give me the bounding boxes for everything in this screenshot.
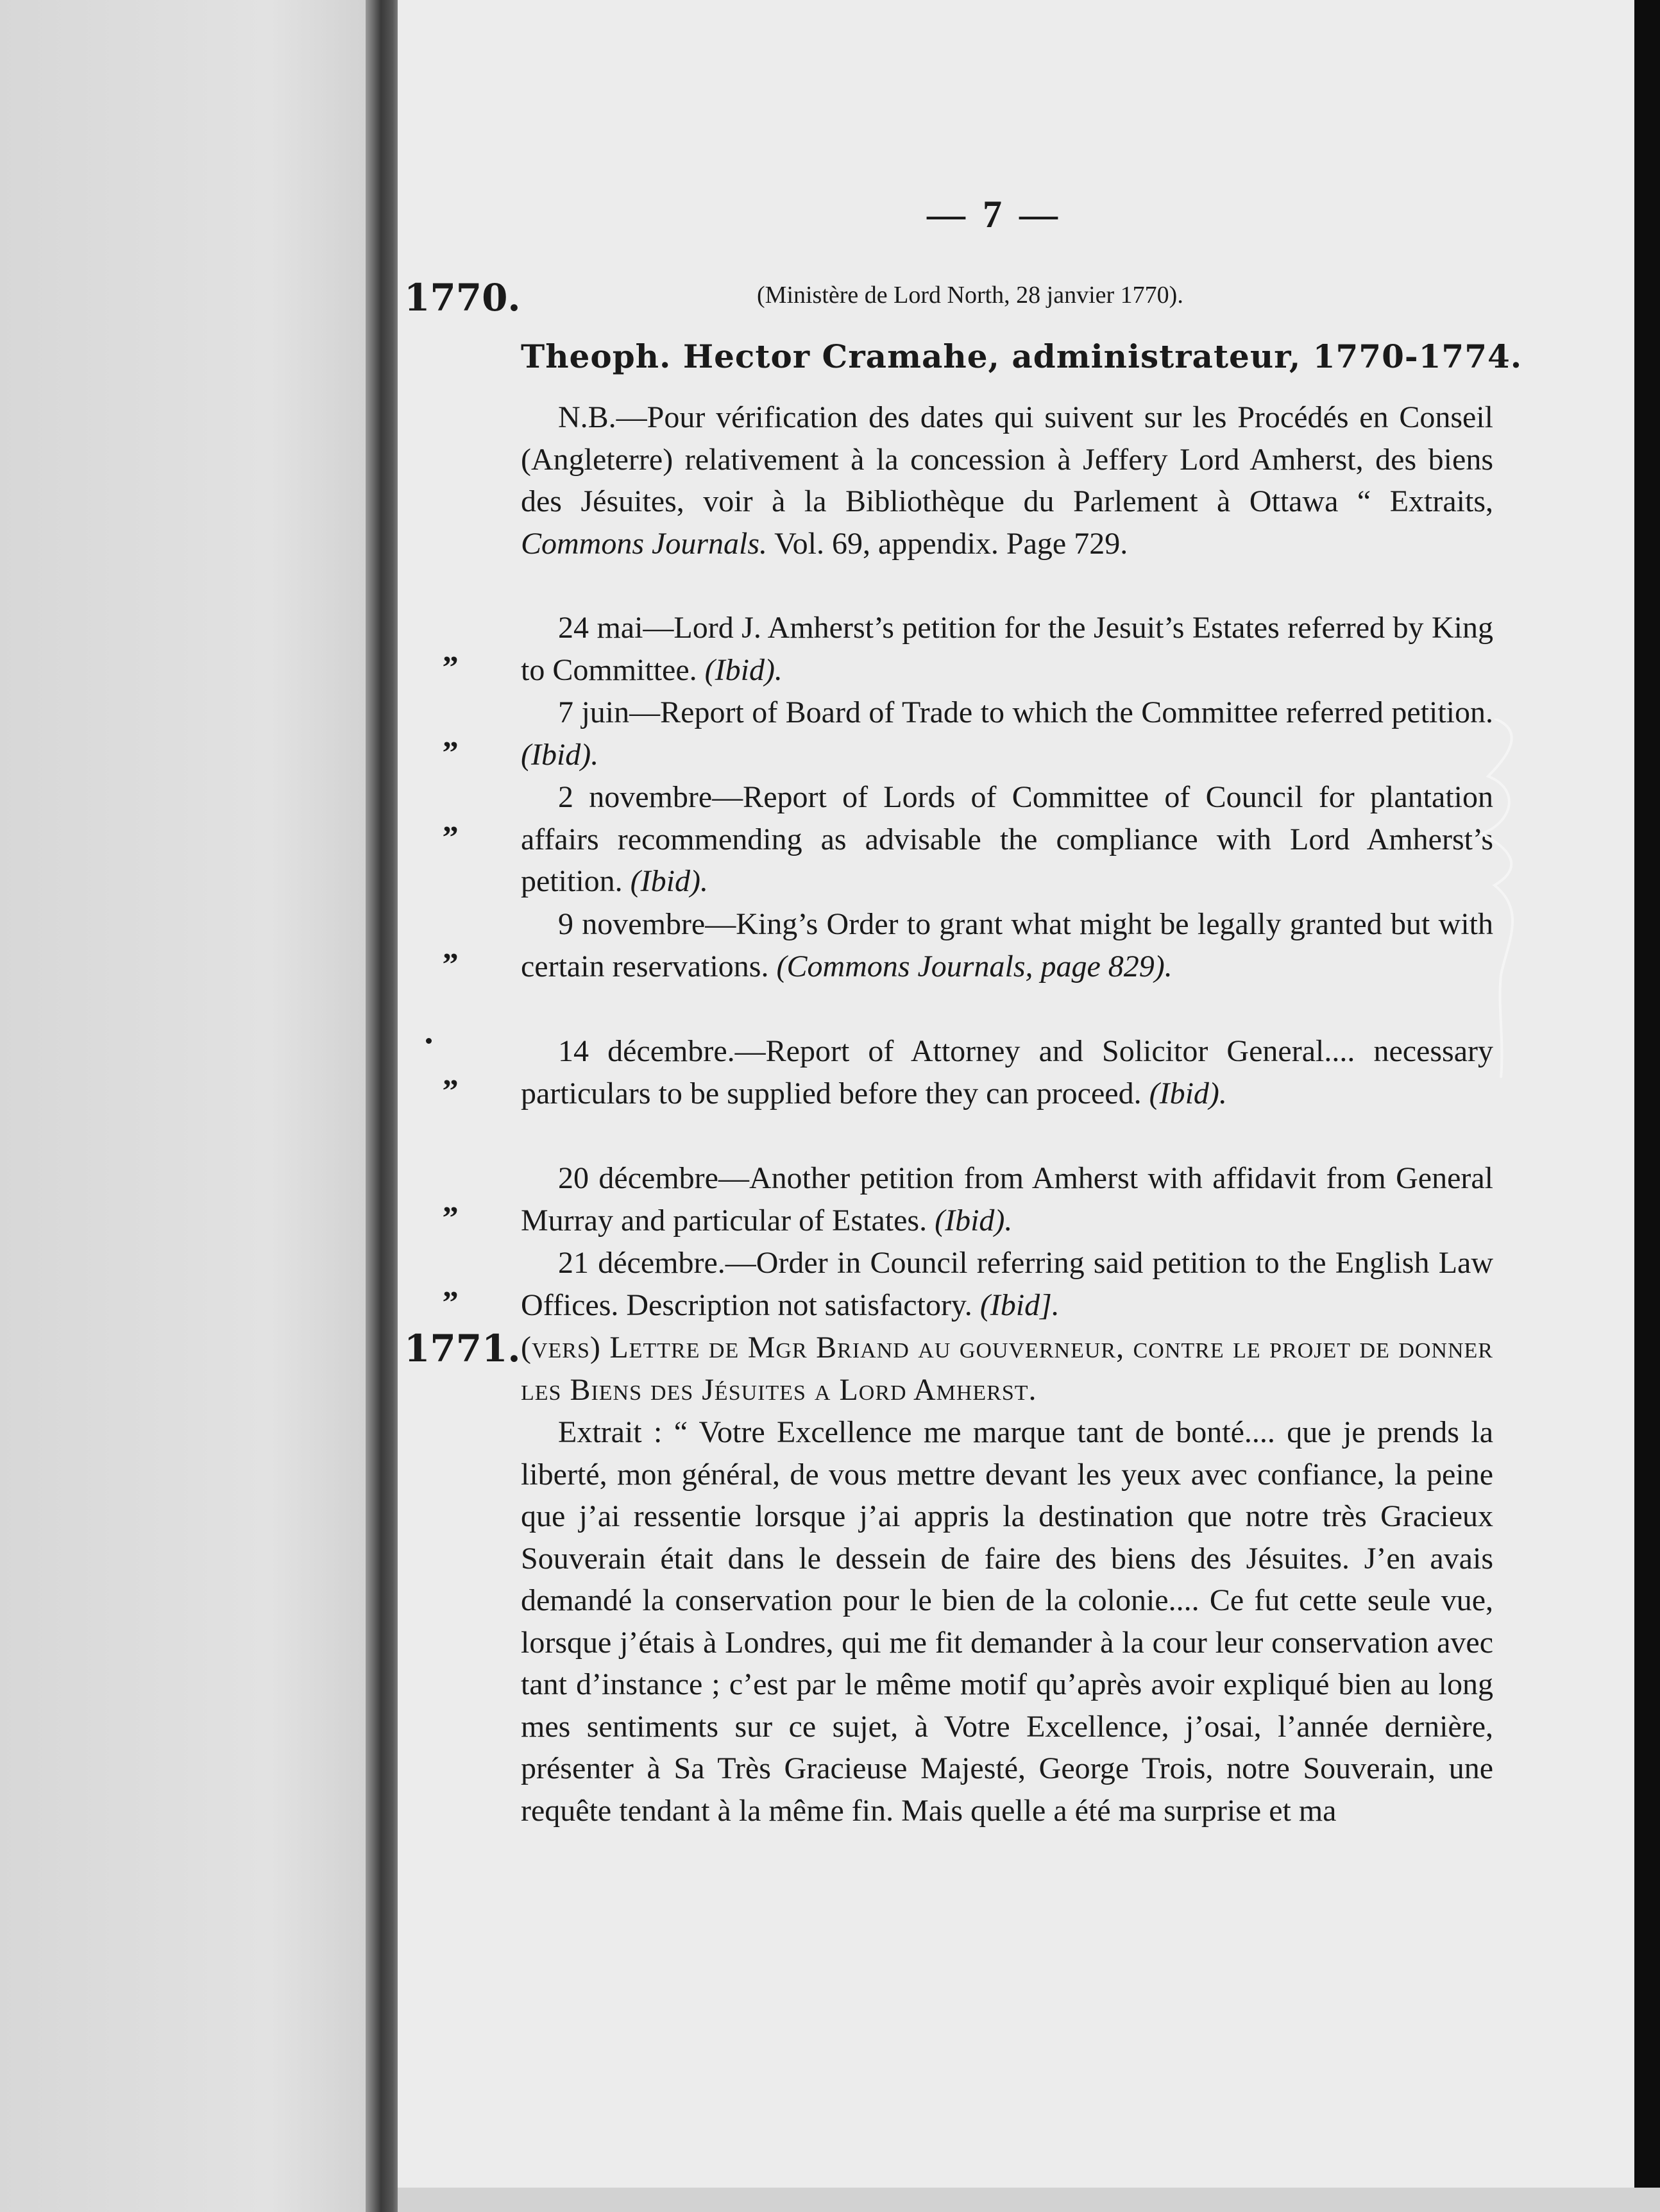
entry-ref: (Commons Journals, page 829). xyxy=(776,949,1173,983)
entry-14-decembre xyxy=(521,1030,1493,1114)
extract-text: Extrait : “ Votre Excellence me marque tant de bonté.... que je prends la liberté, mon général, de vous mettre devant les yeux avec confiance, la peine que j’ai ressentie lorsque j’ai appris la destination que notre très Gracieux Souverain était dans le dessein de faire des biens des Jésuites. J’en avais demandé la conservation pour le bien de la colonie.... Ce fut cette seule vue, lorsque j’étais à Londres, qui me fit demander à la cour leur conservation avec tant d’instance ; c’est par le même motif qu’après avoir expliqué bien au long mes sentiments sur ce sujet, à Votre Excellence, j’osai, l’année dernière, présenter à Sa Très Gracieuse Majesté, George Trois, notre Souverain, une requête tendant à la même fin. Mais quelle a été ma surprise et ma xyxy=(521,1415,1493,1828)
pencil-annotation xyxy=(1469,719,1546,1078)
year-1770: 1770. xyxy=(404,276,521,319)
section-heading: Theoph. Hector Cramahe, administrateur, 1770-1774. xyxy=(521,337,1523,375)
entry-ref: (Ibid). xyxy=(1149,1076,1227,1110)
entry-ref: (Ibid]. xyxy=(979,1288,1060,1322)
nb-end: Vol. 69, appendix. Page 729. xyxy=(774,526,1128,561)
entry-text: 7 juin—Report of Board of Trade to which the Committee referred petition. xyxy=(558,695,1493,729)
entry-7-juin xyxy=(521,692,1493,776)
entry-text: 21 décembre.—Order in Council referring said petition to the English Law Offices. Description not satisfactory. xyxy=(521,1246,1493,1322)
page-bottom-edge xyxy=(398,2188,1660,2212)
ditto-mark: „ xyxy=(443,633,459,668)
entry-2-novembre xyxy=(521,776,1493,903)
entry-text: 9 novembre—King’s Order to grant what might be legally granted but with certain reservations. xyxy=(521,907,1493,983)
nb-italic: Commons Journals. xyxy=(521,526,768,561)
entry-ref: (Ibid). xyxy=(935,1203,1013,1238)
entry-ref: (Ibid). xyxy=(704,652,783,687)
ditto-mark: „ xyxy=(443,718,459,754)
entry-ref: (Ibid). xyxy=(521,737,599,772)
nb-paragraph xyxy=(521,396,1493,565)
ditto-mark: „ xyxy=(443,1056,459,1092)
entry-24-mai xyxy=(521,607,1493,691)
ditto-mark: „ xyxy=(443,1183,459,1219)
entry-text: 2 novembre—Report of Lords of Committee of Council for plantation affairs recommending as advisable the compliance with Lord Amherst’s petition. xyxy=(521,780,1493,898)
entry-9-novembre xyxy=(521,903,1493,987)
page-number: — 7 — xyxy=(927,193,1062,235)
year-1771: 1771. xyxy=(404,1327,521,1370)
entry-ref: (Ibid). xyxy=(630,864,708,898)
letter-title: (vers) Lettre de Mgr Briand au gouverneur, contre le projet de donner les Biens des Jésuites a Lord Amherst. xyxy=(521,1331,1493,1407)
ditto-mark: „ xyxy=(443,1268,459,1304)
page-edge xyxy=(1634,0,1660,2212)
entry-text: 24 mai—Lord J. Amherst’s petition for the Jesuit’s Estates referred by King to Committee. xyxy=(521,611,1493,687)
ditto-mark: „ xyxy=(443,930,459,966)
entry-text: 20 décembre—Another petition from Amherst with affidavit from General Murray and particular of Estates. xyxy=(521,1161,1493,1238)
ditto-mark: „ xyxy=(443,803,459,838)
extract-paragraph xyxy=(521,1411,1493,1832)
entry-21-decembre xyxy=(521,1242,1493,1326)
nb-text: N.B.—Pour vérification des dates qui suivent sur les Procédés en Conseil (Angleterre) relativement à la concession à Jeffery Lord Amherst, des biens des Jésuites, voir à la Bibliothèque du Parlement à Ottawa “ Extraits, xyxy=(521,400,1493,518)
ink-spot xyxy=(426,1038,432,1044)
ministry-note: (Ministère de Lord North, 28 janvier 1770). xyxy=(757,282,1183,309)
entry-text: 14 décembre.—Report of Attorney and Solicitor General.... necessary particulars to be supplied before they can proceed. xyxy=(521,1034,1493,1110)
facing-page xyxy=(0,0,385,2212)
entry-20-decembre xyxy=(521,1157,1493,1241)
